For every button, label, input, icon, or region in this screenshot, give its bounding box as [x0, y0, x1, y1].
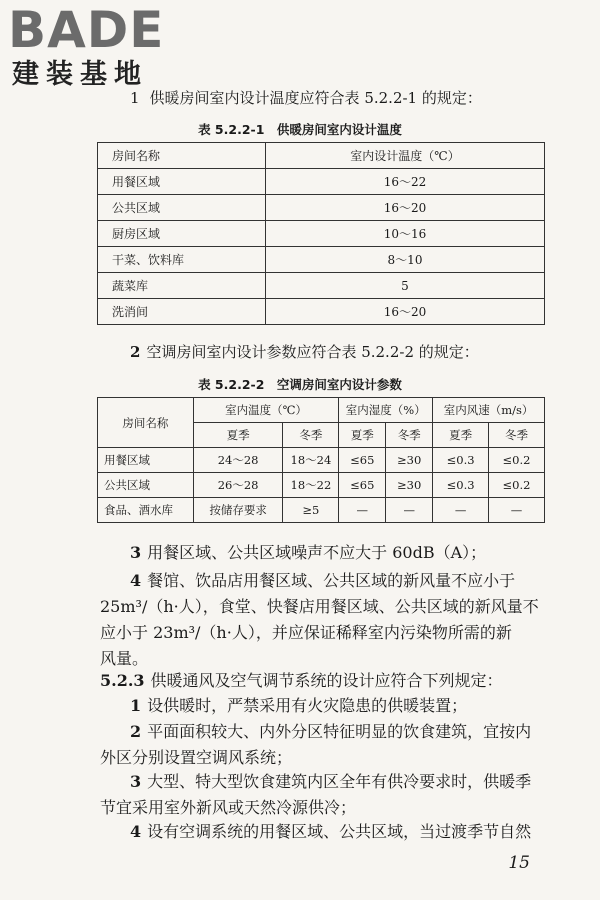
table-cell: 食品、酒水库	[98, 498, 194, 523]
logo-wordmark: BADE	[8, 1, 165, 59]
table-header: 房间名称	[98, 143, 266, 169]
table-cell: 公共区域	[98, 473, 194, 498]
table-cell: 干菜、饮料库	[98, 247, 266, 273]
page-number: 15	[508, 853, 530, 873]
table-cell: 洗消间	[98, 299, 266, 325]
table-header: 夏季	[339, 423, 386, 448]
item4-line: 25m³/（h·人），食堂、快餐店用餐区域、公共区域的新风量不	[100, 597, 539, 616]
item3-text: 用餐区域、公共区域噪声不应大于 60dB（A）；	[147, 543, 487, 562]
s523-item3	[130, 772, 531, 792]
section-number: 5.2.3	[100, 671, 145, 690]
item-text: 平面面积较大、内外分区特征明显的饮食建筑，宜按内	[147, 722, 532, 741]
item-number: 2	[130, 343, 141, 361]
item-number: 2	[130, 722, 142, 741]
table-header: 室内设计温度（℃）	[266, 143, 545, 169]
table-cell: ≥5	[283, 498, 339, 523]
s523-item3-cont: 节宜采用室外新风或天然冷源供冷；	[100, 798, 357, 817]
table-cell: 18～24	[283, 448, 339, 473]
table-row	[98, 195, 545, 221]
table-row	[98, 299, 545, 325]
item-number: 4	[130, 822, 142, 841]
s523-item1	[130, 696, 467, 716]
s523-item2-cont: 外区分别设置空调风系统；	[100, 748, 293, 767]
table-header: 房间名称	[98, 398, 194, 448]
logo-subtitle: 建装基地	[12, 59, 148, 90]
item-number: 1	[130, 696, 142, 715]
table-cell: 用餐区域	[98, 448, 194, 473]
item2-text: 空调房间室内设计参数应符合表 5.2.2-2 的规定：	[146, 343, 479, 361]
table-row	[98, 273, 545, 299]
table1	[97, 142, 545, 325]
table-cell: 16～20	[266, 195, 545, 221]
table-cell: 16～20	[266, 299, 545, 325]
table-cell: —	[489, 498, 545, 523]
table-cell: 8～10	[266, 247, 545, 273]
table-cell: —	[339, 498, 386, 523]
table-header: 室内湿度（%）	[339, 398, 433, 423]
table-cell: 用餐区域	[98, 169, 266, 195]
table-header-row	[98, 143, 545, 169]
item-number: 1	[130, 89, 140, 107]
table2-caption: 表 5.2.2-2 空调房间室内设计参数	[198, 377, 402, 392]
intro-text: 供暖房间室内设计温度应符合表 5.2.2-1 的规定：	[149, 89, 482, 107]
table-cell: 5	[266, 273, 545, 299]
item-text: 设有空调系统的用餐区域、公共区域，当过渡季节自然	[147, 822, 532, 841]
item4-line: 应小于 23m³/（h·人），并应保证稀释室内污染物所需的新	[100, 623, 512, 642]
s523-item2	[130, 722, 531, 742]
table-cell: ≤0.3	[433, 448, 489, 473]
table-header: 室内风速（m/s）	[433, 398, 545, 423]
table-cell: ≤0.2	[489, 473, 545, 498]
table-cell: 厨房区域	[98, 221, 266, 247]
table-header: 冬季	[386, 423, 433, 448]
table2	[97, 397, 545, 523]
table-cell: ≤0.2	[489, 448, 545, 473]
item4-paragraph	[130, 571, 515, 591]
item4-line: 风量。	[100, 649, 149, 668]
table-cell: ≤65	[339, 448, 386, 473]
table-cell: 16～22	[266, 169, 545, 195]
table-header: 夏季	[433, 423, 489, 448]
table-cell: —	[386, 498, 433, 523]
table-cell: 蔬菜库	[98, 273, 266, 299]
table-row	[98, 221, 545, 247]
table-header: 夏季	[193, 423, 283, 448]
table-row	[98, 448, 545, 473]
table-header-row	[98, 398, 545, 423]
table-row	[98, 473, 545, 498]
item2-paragraph	[130, 342, 479, 362]
table-cell: 按储存要求	[193, 498, 283, 523]
table-cell: 公共区域	[98, 195, 266, 221]
table-cell: 24～28	[193, 448, 283, 473]
table-header: 冬季	[283, 423, 339, 448]
item4-line: 餐馆、饮品店用餐区域、公共区域的新风量不应小于	[147, 571, 516, 590]
intro-paragraph	[130, 88, 482, 108]
item3-paragraph	[130, 543, 486, 563]
table-cell: 18～22	[283, 473, 339, 498]
section-text: 供暖通风及空气调节系统的设计应符合下列规定：	[150, 671, 503, 690]
table-header: 室内温度（℃）	[193, 398, 339, 423]
table-header: 冬季	[489, 423, 545, 448]
table-cell: ≤65	[339, 473, 386, 498]
section-5-2-3-heading	[100, 671, 503, 691]
item-number: 4	[130, 571, 142, 590]
watermark-logo	[8, 2, 188, 98]
table-cell: —	[433, 498, 489, 523]
table1-caption: 表 5.2.2-1 供暖房间室内设计温度	[198, 122, 402, 137]
table-cell: 26～28	[193, 473, 283, 498]
table-cell: 10～16	[266, 221, 545, 247]
s523-item4	[130, 822, 531, 842]
item-number: 3	[130, 772, 142, 791]
table-cell: ≥30	[386, 448, 433, 473]
table-cell: ≤0.3	[433, 473, 489, 498]
table-row	[98, 247, 545, 273]
table-row	[98, 169, 545, 195]
item-text: 设供暖时，严禁采用有火灾隐患的供暖装置；	[147, 696, 468, 715]
item-number: 3	[130, 543, 142, 562]
table-cell: ≥30	[386, 473, 433, 498]
item-text: 大型、特大型饮食建筑内区全年有供冷要求时，供暖季	[147, 772, 532, 791]
table-row	[98, 498, 545, 523]
